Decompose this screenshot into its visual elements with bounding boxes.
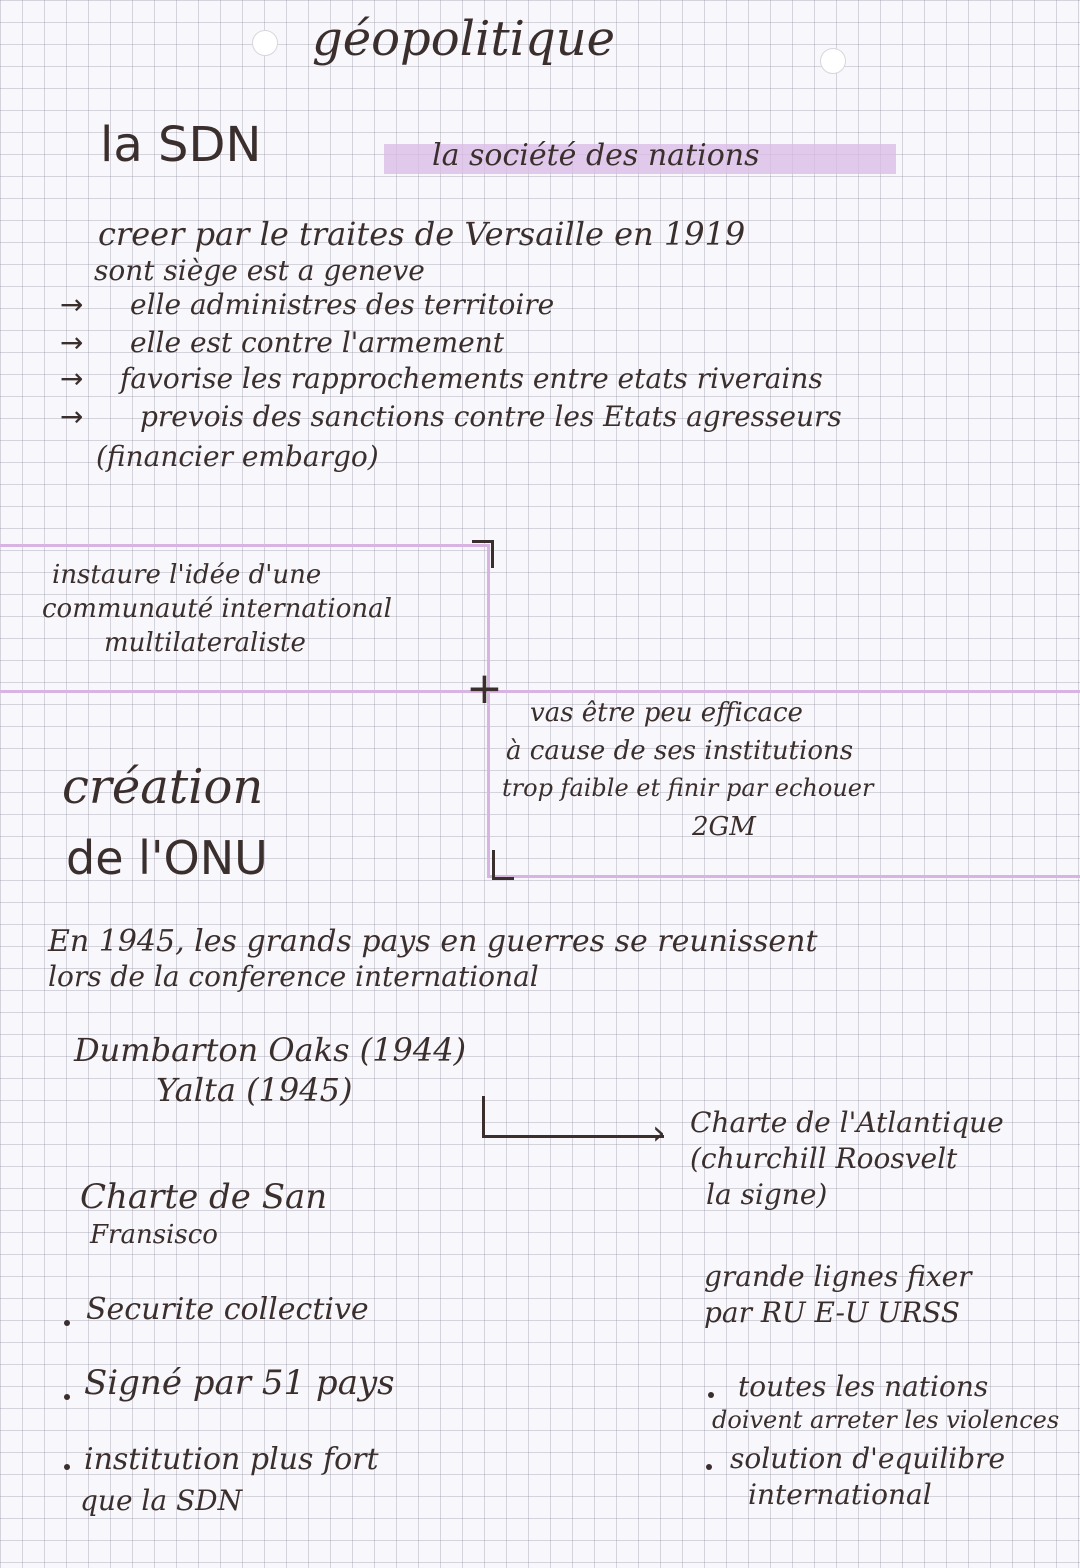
box-left-line-3: multilateraliste <box>104 628 306 658</box>
bullet-dot <box>706 1464 712 1470</box>
sdn-title: la SDN <box>100 117 262 173</box>
box-right-line-1: vas être peu efficace <box>530 698 803 728</box>
conference-dumbarton: Dumbarton Oaks (1944) <box>74 1031 467 1069</box>
divider-line <box>487 690 490 878</box>
charte-atlantique-1: Charte de l'Atlantique <box>690 1106 1004 1139</box>
bracket-mark <box>491 540 494 568</box>
left-bullet-3-line-1: institution plus fort <box>84 1442 379 1477</box>
san-francisco-1: Charte de San <box>80 1177 328 1217</box>
sdn-subtitle: la société des nations <box>432 138 760 173</box>
left-bullet-3-line-2: que la SDN <box>80 1484 243 1517</box>
connector-line <box>482 1096 485 1138</box>
binder-hole-right <box>820 48 846 74</box>
right-bullet-1-line-1: toutes les nations <box>738 1370 989 1403</box>
onu-title-line-1: création <box>62 759 264 815</box>
bullet-dot <box>64 1464 70 1470</box>
bracket-mark <box>492 850 495 880</box>
binder-hole-left <box>252 30 278 56</box>
arrow-right-icon: › <box>652 1113 666 1153</box>
box-right-line-2: à cause de ses institutions <box>506 736 854 766</box>
right-bullet-2-line-2: international <box>748 1478 932 1511</box>
plus-sign: + <box>466 663 503 714</box>
box-right-line-4: 2GM <box>692 812 756 842</box>
right-bullet-1-line-2: doivent arreter les violences <box>712 1406 1060 1434</box>
sdn-bullet-4: prevois des sanctions contre les Etats agresseurs <box>140 400 842 433</box>
box-right-line-3: trop faible et finir par echouer <box>502 774 874 802</box>
sdn-note: (financier embargo) <box>96 440 379 473</box>
onu-title-line-2: de l'ONU <box>66 831 268 885</box>
divider-line <box>0 544 488 547</box>
charte-atlantique-2: (churchill Roosvelt <box>690 1142 958 1175</box>
arrow-icon: → <box>60 326 84 359</box>
arrow-icon: → <box>60 288 84 321</box>
left-bullet-1: Securite collective <box>86 1292 369 1327</box>
arrow-icon: → <box>60 400 84 433</box>
onu-intro-1: En 1945, les grands pays en guerres se reunissent <box>48 924 818 959</box>
charte-atlantique-3: la signe) <box>706 1178 828 1211</box>
box-left-line-2: communauté international <box>42 594 392 624</box>
divider-line <box>487 875 1080 878</box>
sdn-bullet-2: elle est contre l'armement <box>130 326 504 359</box>
bullet-dot <box>64 1320 70 1326</box>
grandes-lignes-2: par RU E-U URSS <box>704 1296 960 1329</box>
right-bullet-2-line-1: solution d'equilibre <box>730 1442 1006 1475</box>
divider-line <box>0 690 1080 693</box>
arrow-icon: → <box>60 362 84 395</box>
san-francisco-2: Fransisco <box>90 1220 218 1250</box>
sdn-line-2: sont siège est a geneve <box>94 254 425 287</box>
onu-intro-2: lors de la conference international <box>48 960 539 993</box>
sdn-line-1: creer par le traites de Versaille en 1919 <box>98 215 746 253</box>
sdn-bullet-3: favorise les rapprochements entre etats riverains <box>120 362 823 395</box>
sdn-bullet-1: elle administres des territoire <box>130 288 555 321</box>
page-title: géopolitique <box>312 11 616 67</box>
grandes-lignes-1: grande lignes fixer <box>704 1260 972 1293</box>
left-bullet-2: Signé par 51 pays <box>84 1363 395 1403</box>
box-left-line-1: instaure l'idée d'une <box>52 560 322 590</box>
conference-yalta: Yalta (1945) <box>156 1071 353 1109</box>
bullet-dot <box>64 1394 70 1400</box>
bracket-mark <box>492 877 514 880</box>
connector-line <box>482 1135 664 1138</box>
bullet-dot <box>708 1392 714 1398</box>
